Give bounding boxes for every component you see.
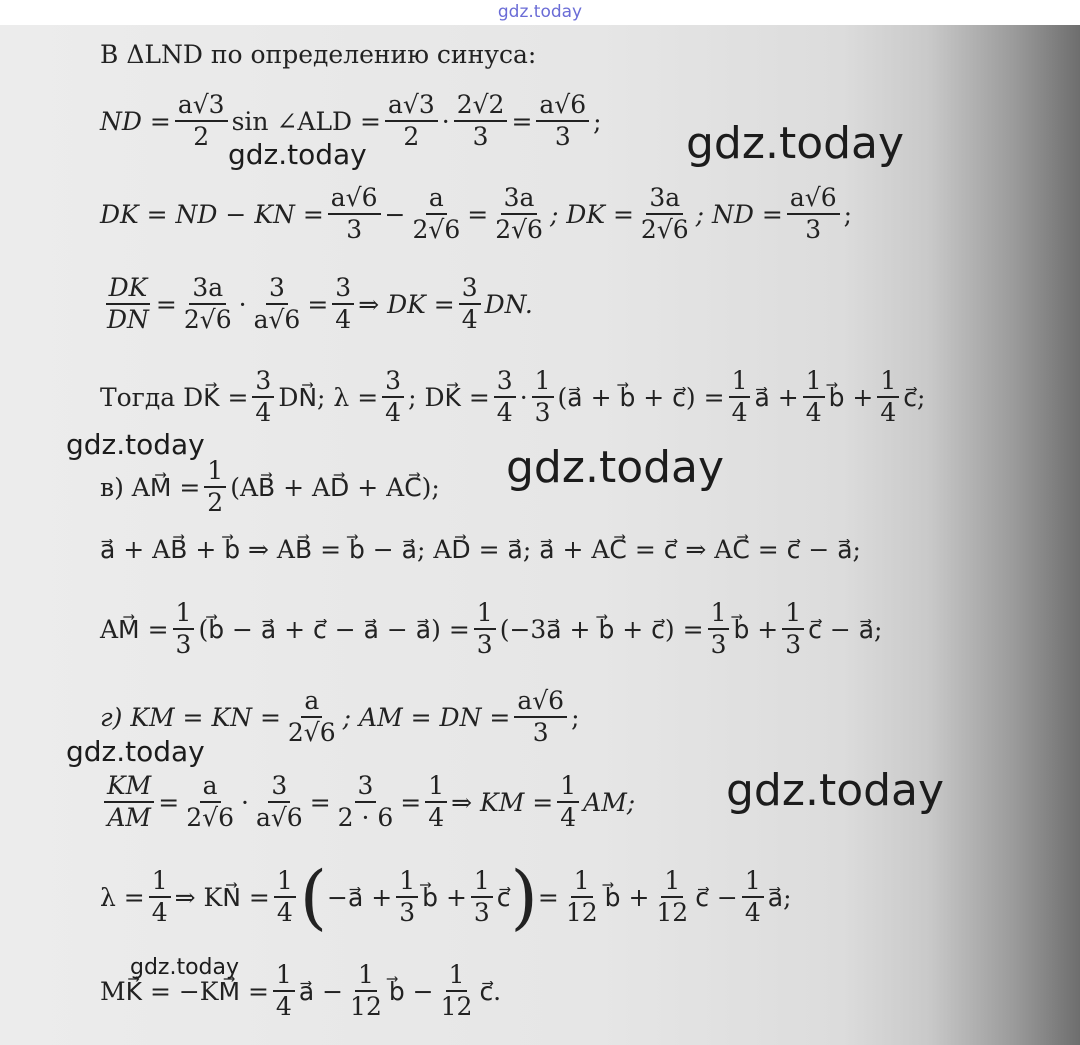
numerator: 1 xyxy=(803,368,825,398)
denominator: 3 xyxy=(175,630,192,660)
numerator: 1 xyxy=(782,600,804,630)
line-10 xyxy=(100,773,635,832)
fraction xyxy=(557,773,579,832)
semicolon: ; xyxy=(571,702,580,732)
numerator: 1 xyxy=(173,600,195,630)
fraction xyxy=(104,275,152,334)
numerator: KM xyxy=(104,773,154,803)
fraction xyxy=(183,773,237,832)
operator: · xyxy=(519,382,528,412)
denominator: 2√6 xyxy=(495,215,543,245)
denominator: 2 xyxy=(403,122,420,152)
operator: − xyxy=(384,199,406,229)
b-term: b⃗ + xyxy=(828,382,874,412)
fraction xyxy=(104,773,154,832)
denominator: AM xyxy=(107,803,151,833)
fraction xyxy=(742,865,764,927)
numerator: a√6 xyxy=(787,185,840,215)
simplified-term: (−3a⃗ + b⃗ + c⃗) = xyxy=(499,614,704,644)
numerator: 3a xyxy=(501,185,538,215)
denominator: 2 · 6 xyxy=(337,803,394,833)
am-term: AM; xyxy=(583,787,636,817)
right-paren: ) xyxy=(510,856,538,938)
fraction xyxy=(494,368,516,427)
denominator: 2√6 xyxy=(186,803,234,833)
dk-lhs: DK = ND − KN = xyxy=(100,199,324,229)
denominator: 4 xyxy=(428,803,445,833)
watermark: gdz.today xyxy=(228,138,367,171)
denominator: 12 xyxy=(656,898,689,927)
numerator: a√6 xyxy=(536,92,589,122)
fraction xyxy=(204,458,226,517)
fraction xyxy=(409,185,463,244)
numerator: a√6 xyxy=(328,185,381,215)
operator: · xyxy=(240,787,249,817)
fraction xyxy=(492,185,546,244)
sin-term: sin ∠ALD = xyxy=(231,106,381,136)
numerator: a xyxy=(426,185,447,215)
numerator: 1 xyxy=(425,773,447,803)
numerator: 3 xyxy=(494,368,516,398)
nd-eq: ; ND = xyxy=(695,199,783,229)
fraction xyxy=(285,688,339,747)
denominator: 3 xyxy=(785,630,802,660)
numerator: 3 xyxy=(382,368,404,398)
line-11 xyxy=(100,856,792,938)
numerator: 1 xyxy=(471,868,493,898)
fraction xyxy=(653,865,691,927)
numerator: 3 xyxy=(355,773,377,803)
numerator: 1 xyxy=(742,868,764,898)
c-term: c⃗. xyxy=(479,976,502,1006)
denominator: 3 xyxy=(346,215,363,245)
numerator: 1 xyxy=(557,773,579,803)
denominator: 2√6 xyxy=(640,215,689,245)
dn-term: DN. xyxy=(484,289,533,319)
fraction xyxy=(328,185,381,244)
line-7 xyxy=(100,535,861,564)
numerator: DK xyxy=(106,275,151,305)
am-eq: ; AM = DN = xyxy=(342,702,511,732)
line-8 xyxy=(100,600,882,659)
operator: = xyxy=(309,787,331,817)
then-dk: Тогда DK⃗ = xyxy=(100,382,249,412)
denominator: 4 xyxy=(255,398,272,428)
numerator: 1 xyxy=(729,368,751,398)
numerator: 1 xyxy=(532,368,554,398)
denominator: 3 xyxy=(472,122,489,152)
b-term: b⃗ + xyxy=(604,882,650,912)
left-paren: ( xyxy=(299,856,328,938)
lambda-eq: λ = xyxy=(100,882,145,912)
fraction xyxy=(385,92,438,151)
operator: · xyxy=(238,289,247,319)
numerator: 1 xyxy=(204,458,226,488)
mk-lhs: MK⃗ = −KM⃗ = xyxy=(100,976,269,1006)
fraction xyxy=(425,773,447,832)
denominator: 4 xyxy=(151,898,168,927)
fraction xyxy=(708,600,730,659)
denominator: 12 xyxy=(565,898,598,927)
b-term: b⃗ − xyxy=(388,976,434,1006)
denominator: 3 xyxy=(554,122,571,152)
sum-term: (AB⃗ + AD⃗ + AC⃗); xyxy=(230,472,440,502)
sum-term: (a⃗ + b⃗ + c⃗) = xyxy=(557,382,725,412)
denominator: 4 xyxy=(385,398,402,428)
am-lhs: AM⃗ = xyxy=(100,614,169,644)
numerator: a√3 xyxy=(385,92,438,122)
fraction xyxy=(347,962,385,1021)
denominator: 3 xyxy=(473,898,490,927)
a-term: a⃗ + xyxy=(754,382,799,412)
implies-kn: ⇒ KN⃗ = xyxy=(174,882,270,912)
semicolon: ; xyxy=(843,199,853,229)
top-watermark: gdz.today xyxy=(497,2,583,22)
denominator: DN xyxy=(107,305,149,335)
a-term: a⃗; xyxy=(767,882,792,912)
numerator: 1 xyxy=(355,962,377,992)
fraction xyxy=(396,865,418,927)
denominator: 2 xyxy=(193,122,210,152)
fraction xyxy=(332,275,354,334)
denominator: 3 xyxy=(534,398,551,428)
numerator: 1 xyxy=(274,868,296,898)
fraction xyxy=(149,865,171,927)
dk-eq: ; DK = xyxy=(549,199,634,229)
numerator: 1 xyxy=(446,962,468,992)
a-term: a⃗ − xyxy=(298,976,344,1006)
numerator: 1 xyxy=(149,868,171,898)
b-term: b⃗ + xyxy=(422,882,467,912)
denominator: 4 xyxy=(805,398,822,428)
fraction xyxy=(729,368,751,427)
fraction xyxy=(454,92,508,151)
numerator: a xyxy=(200,773,221,803)
expanded-term: (b⃗ − a⃗ + c⃗ − a⃗ − a⃗) = xyxy=(198,614,470,644)
operator: = xyxy=(158,787,180,817)
c-term: c⃗; xyxy=(903,382,926,412)
denominator: a√6 xyxy=(253,305,301,335)
denominator: 12 xyxy=(440,992,473,1022)
fraction xyxy=(638,185,692,244)
fraction xyxy=(563,865,601,927)
part-v-am: в) AM⃗ = xyxy=(100,472,201,502)
denominator: 4 xyxy=(276,898,293,927)
dk-vector: ; DK⃗ = xyxy=(408,382,490,412)
fraction xyxy=(438,962,476,1021)
denominator: 4 xyxy=(275,992,292,1022)
denominator: 4 xyxy=(335,305,352,335)
neg-a-term: −a⃗ + xyxy=(327,882,393,912)
fraction xyxy=(335,773,397,832)
fraction xyxy=(253,773,306,832)
fraction xyxy=(787,185,840,244)
numerator: 1 xyxy=(708,600,730,630)
watermark: gdz.today xyxy=(66,428,205,461)
fraction xyxy=(514,688,567,747)
denominator: a√6 xyxy=(255,803,303,833)
numerator: a√6 xyxy=(514,688,567,718)
numerator: 1 xyxy=(396,868,418,898)
numerator: 3 xyxy=(459,275,481,305)
numerator: 1 xyxy=(661,868,683,898)
fraction xyxy=(252,368,274,427)
line-5 xyxy=(100,368,925,427)
numerator: a√3 xyxy=(175,92,228,122)
fraction xyxy=(803,368,825,427)
fraction xyxy=(782,600,804,659)
numerator: 1 xyxy=(273,962,295,992)
implies-km: ⇒ KM = xyxy=(451,787,554,817)
denominator: 4 xyxy=(496,398,513,428)
operator: = xyxy=(537,882,559,912)
fraction xyxy=(274,865,296,927)
numerator: 3 xyxy=(252,368,274,398)
fraction xyxy=(181,275,235,334)
numerator: a xyxy=(301,688,322,718)
denominator: 2√6 xyxy=(183,305,232,335)
denominator: 12 xyxy=(350,992,382,1022)
numerator: 2√2 xyxy=(454,92,508,122)
denominator: 4 xyxy=(461,305,478,335)
fraction xyxy=(251,275,304,334)
watermark: gdz.today xyxy=(130,955,240,980)
denominator: 2√6 xyxy=(287,718,336,748)
numerator: 3a xyxy=(189,275,226,305)
numerator: 3a xyxy=(646,185,683,215)
denominator: 4 xyxy=(560,803,577,833)
watermark: gdz.today xyxy=(506,442,725,493)
operator: = xyxy=(511,106,533,136)
dn-lambda: DN⃗; λ = xyxy=(278,382,379,412)
c-term: c⃗ − xyxy=(695,882,738,912)
part-g-km: г) KM = KN = xyxy=(100,702,281,732)
c-minus-a: c⃗ − a⃗; xyxy=(808,614,883,644)
fraction xyxy=(532,368,554,427)
fraction xyxy=(877,368,899,427)
line-1 xyxy=(100,40,536,69)
denominator: 3 xyxy=(532,718,549,748)
watermark: gdz.today xyxy=(686,118,905,169)
fraction xyxy=(175,92,228,151)
numerator: 3 xyxy=(268,773,290,803)
semicolon: ; xyxy=(593,106,602,136)
numerator: 1 xyxy=(877,368,899,398)
numerator: 1 xyxy=(474,600,496,630)
line-6 xyxy=(100,458,440,517)
fraction xyxy=(471,865,493,927)
implies-dk: ⇒ DK = xyxy=(358,289,455,319)
line-3 xyxy=(100,185,852,244)
vector-relations: a⃗ + AB⃗ + b⃗ ⇒ AB⃗ = b⃗ − a⃗; AD⃗ = a⃗; a⃗ + AC⃗ = c⃗ ⇒ AC⃗ = c⃗ − a⃗; xyxy=(100,535,861,564)
numerator: 1 xyxy=(571,868,593,898)
fraction xyxy=(536,92,589,151)
denominator: 3 xyxy=(476,630,493,660)
watermark: gdz.today xyxy=(726,765,945,816)
line-4 xyxy=(100,275,533,334)
numerator: 3 xyxy=(266,275,288,305)
fraction xyxy=(459,275,481,334)
fraction xyxy=(173,600,195,659)
denominator: 4 xyxy=(731,398,748,428)
denominator: 2 xyxy=(207,488,224,518)
nd-lhs: ND = xyxy=(100,106,171,136)
intro-text: В ΔLND по определению синуса: xyxy=(100,40,537,69)
fraction xyxy=(273,962,295,1021)
fraction xyxy=(474,600,496,659)
b-term: b⃗ + xyxy=(733,614,779,644)
operator: = xyxy=(307,289,329,319)
numerator: 3 xyxy=(332,275,354,305)
denominator: 4 xyxy=(744,898,761,927)
fraction xyxy=(382,368,404,427)
c-term: c⃗ xyxy=(496,882,511,912)
watermark: gdz.today xyxy=(66,735,205,768)
operator: · xyxy=(441,106,450,136)
denominator: 2√6 xyxy=(412,215,461,245)
denominator: 3 xyxy=(399,898,416,927)
denominator: 3 xyxy=(805,215,822,245)
denominator: 3 xyxy=(710,630,727,660)
operator: = xyxy=(155,289,177,319)
operator: = xyxy=(400,787,422,817)
denominator: 4 xyxy=(880,398,897,428)
operator: = xyxy=(467,199,489,229)
